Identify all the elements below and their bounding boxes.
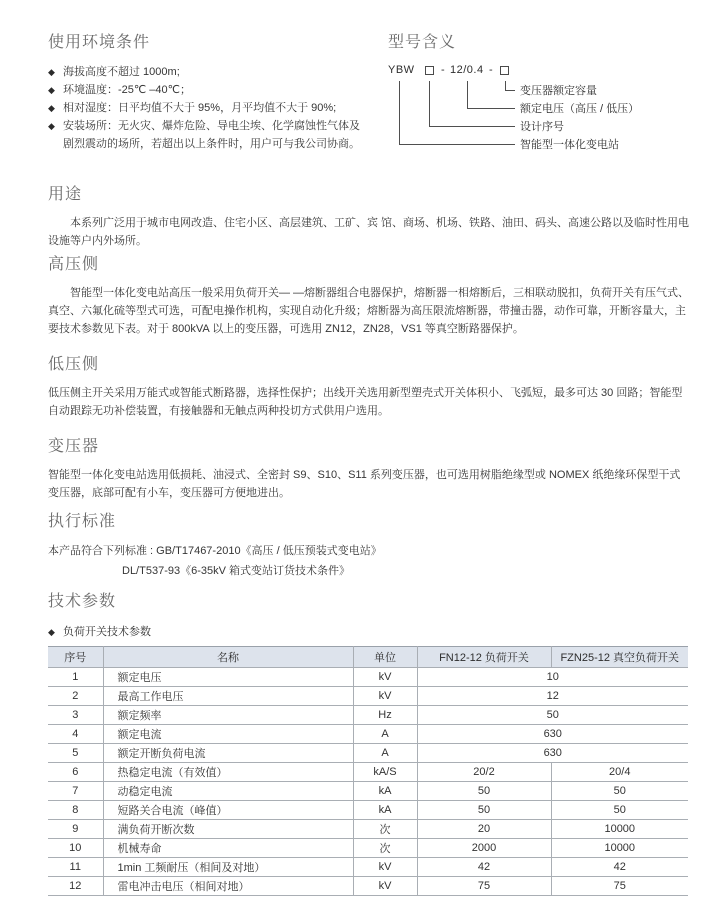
table-row [48, 725, 688, 744]
section-title-standards: 执行标准 [48, 513, 117, 530]
section-title-transformer: 变压器 [48, 438, 100, 455]
cell-unit: kV [353, 668, 417, 687]
standards-body [48, 541, 690, 581]
cell-name: 额定电流 [103, 725, 353, 744]
cell-serial: 8 [48, 801, 103, 820]
section-title-high-voltage: 高压侧 [48, 256, 100, 273]
model-connector-line [399, 81, 515, 145]
table-header-row [48, 647, 688, 668]
low-voltage-paragraph: 低压侧主开关采用万能式或智能式断路器，选择性保护；出线开关选用新型塑壳式开关体积小、飞弧短，最多可达 30 回路；智能型自动跟踪无功补偿装置，有接触器和无触点两种投切方式供用户选用。 [48, 387, 683, 417]
cell-serial: 6 [48, 763, 103, 782]
cell-fzn-value: 42 [551, 858, 688, 877]
cell-value-span: 630 [417, 744, 688, 763]
cell-fn-value: 2000 [417, 839, 551, 858]
cell-unit: A [353, 744, 417, 763]
section-tech-params [48, 591, 690, 641]
cell-name: 雷电冲击电压（相间对地） [103, 877, 353, 896]
standards-line-2: DL/T537-93《6-35kV 箱式变站订货技术条件》 [122, 565, 350, 577]
model-label-station: 智能型一体化变电站 [520, 139, 619, 151]
cell-unit: A [353, 725, 417, 744]
cell-fn-value: 50 [417, 782, 551, 801]
section-title-low-voltage: 低压侧 [48, 356, 100, 373]
header-name: 名称 [103, 647, 353, 668]
model-label-capacity: 变压器额定容量 [520, 85, 597, 97]
cell-serial: 11 [48, 858, 103, 877]
model-label-design-no: 设计序号 [520, 121, 564, 133]
cell-name: 最高工作电压 [103, 687, 353, 706]
bullet-text: 安装场所：无火灾、爆炸危险、导电尘埃、化学腐蚀性气体及剧烈震动的场所，若超出以上条件时，用户可与我公司协商。 [63, 120, 360, 150]
table-row [48, 858, 688, 877]
bullet-text: 相对湿度：日平均值不大于 95%，月平均值不大于 90%; [63, 102, 337, 114]
cell-name: 短路关合电流（峰值） [103, 801, 353, 820]
diamond-bullet-icon: ◆ [48, 121, 55, 131]
table-row [48, 706, 688, 725]
header-unit: 单位 [353, 647, 417, 668]
bullet-text: 海拔高度不超过 1000m; [63, 66, 180, 78]
table-row [48, 763, 688, 782]
tech-params-subtitle [48, 623, 690, 641]
model-placeholder-box [425, 66, 434, 75]
bullet-item [48, 63, 370, 81]
table-row [48, 839, 688, 858]
section-low-voltage [48, 354, 690, 420]
cell-serial: 9 [48, 820, 103, 839]
cell-name: 机械寿命 [103, 839, 353, 858]
environment-bullet-list [48, 63, 370, 153]
model-code-dash: - [489, 64, 494, 76]
cell-name: 满负荷开断次数 [103, 820, 353, 839]
cell-fn-value: 20 [417, 820, 551, 839]
tech-params-subtitle-text: 负荷开关技术参数 [63, 626, 151, 638]
model-placeholder-box [500, 66, 509, 75]
section-title-tech-params: 技术参数 [48, 593, 117, 610]
cell-value-span: 12 [417, 687, 688, 706]
cell-unit: kV [353, 877, 417, 896]
cell-name: 额定开断负荷电流 [103, 744, 353, 763]
table-row [48, 744, 688, 763]
section-transformer [48, 436, 690, 502]
table-row [48, 782, 688, 801]
section-standards [48, 511, 690, 581]
header-fzn25: FZN25-12 真空负荷开关 [551, 647, 688, 668]
model-label-voltage: 额定电压（高压 / 低压） [520, 103, 640, 115]
params-table-wrap [48, 646, 690, 896]
cell-fzn-value: 10000 [551, 839, 688, 858]
cell-unit: kA/S [353, 763, 417, 782]
section-title-environment: 使用环境条件 [48, 34, 151, 51]
diamond-bullet-icon: ◆ [48, 627, 55, 637]
cell-fzn-value: 20/4 [551, 763, 688, 782]
model-code [388, 64, 588, 78]
cell-fn-value: 75 [417, 877, 551, 896]
cell-serial: 7 [48, 782, 103, 801]
header-serial: 序号 [48, 647, 103, 668]
cell-name: 热稳定电流（有效值） [103, 763, 353, 782]
transformer-paragraph: 智能型一体化变电站选用低损耗、油浸式、全密封 S9、S10、S11 系列变压器，也可选用树脂绝缘型或 NOMEX 纸绝缘环保型干式变压器，底部可配有小车，变压器可方便地进出。 [48, 469, 681, 499]
diamond-bullet-icon: ◆ [48, 103, 55, 113]
cell-value-span: 630 [417, 725, 688, 744]
cell-serial: 12 [48, 877, 103, 896]
cell-value-span: 10 [417, 668, 688, 687]
cell-unit: 次 [353, 820, 417, 839]
table-row [48, 820, 688, 839]
standards-line-1: 本产品符合下列标准 : GB/T17467-2010《高压 / 低压预装式变电站》 [48, 545, 382, 557]
cell-name: 额定电压 [103, 668, 353, 687]
model-code-voltage: 12/0.4 [450, 64, 484, 76]
cell-serial: 2 [48, 687, 103, 706]
cell-fzn-value: 50 [551, 782, 688, 801]
table-row [48, 801, 688, 820]
cell-fn-value: 42 [417, 858, 551, 877]
cell-unit: kA [353, 801, 417, 820]
cell-unit: 次 [353, 839, 417, 858]
high-voltage-paragraph: 智能型一体化变电站高压一般采用负荷开关— —熔断器组合电器保护，熔断器一相熔断后，三相联动脱扣，负荷开关有压气式、真空、六氟化硫等型式可选，可配电操作机构，实现自动化升级；熔断器为高压限流熔断器，带撞击器，动作可靠，开断容量大，主要技术参数见下表。对于 800kVA 以上的变压器，可选用 ZN12，ZN28，VS1 等真空断路器保护。 [48, 287, 690, 335]
purpose-paragraph: 本系列广泛用于城市电网改造、住宅小区、高层建筑、工矿、宾 馆、商场、机场、铁路、油田、码头、高速公路以及临时性用电设施等户内外场所。 [48, 217, 690, 247]
cell-serial: 1 [48, 668, 103, 687]
diamond-bullet-icon: ◆ [48, 85, 55, 95]
cell-fn-value: 50 [417, 801, 551, 820]
cell-unit: kV [353, 858, 417, 877]
bullet-item [48, 117, 370, 153]
cell-unit: kA [353, 782, 417, 801]
section-purpose [48, 184, 690, 250]
cell-serial: 5 [48, 744, 103, 763]
section-title-purpose: 用途 [48, 186, 83, 203]
load-switch-params-table [48, 646, 688, 896]
table-row [48, 877, 688, 896]
section-model-meaning [388, 32, 703, 197]
section-environment [48, 32, 370, 153]
cell-fzn-value: 50 [551, 801, 688, 820]
cell-name: 1min 工频耐压（相间及对地） [103, 858, 353, 877]
cell-fzn-value: 75 [551, 877, 688, 896]
diamond-bullet-icon: ◆ [48, 67, 55, 77]
bullet-text: 环境温度：-25℃ –40℃； [63, 84, 192, 96]
model-code-prefix: YBW [388, 64, 415, 76]
table-row [48, 687, 688, 706]
cell-unit: Hz [353, 706, 417, 725]
section-high-voltage [48, 254, 690, 338]
cell-serial: 3 [48, 706, 103, 725]
cell-unit: kV [353, 687, 417, 706]
bullet-item [48, 81, 370, 99]
cell-serial: 4 [48, 725, 103, 744]
header-fn12: FN12-12 负荷开关 [417, 647, 551, 668]
bullet-item [48, 99, 370, 117]
cell-name: 额定频率 [103, 706, 353, 725]
cell-value-span: 50 [417, 706, 688, 725]
cell-serial: 10 [48, 839, 103, 858]
section-title-model: 型号含义 [388, 34, 457, 51]
cell-fzn-value: 10000 [551, 820, 688, 839]
cell-fn-value: 20/2 [417, 763, 551, 782]
model-code-dash: - [441, 64, 446, 76]
cell-name: 动稳定电流 [103, 782, 353, 801]
table-row [48, 668, 688, 687]
